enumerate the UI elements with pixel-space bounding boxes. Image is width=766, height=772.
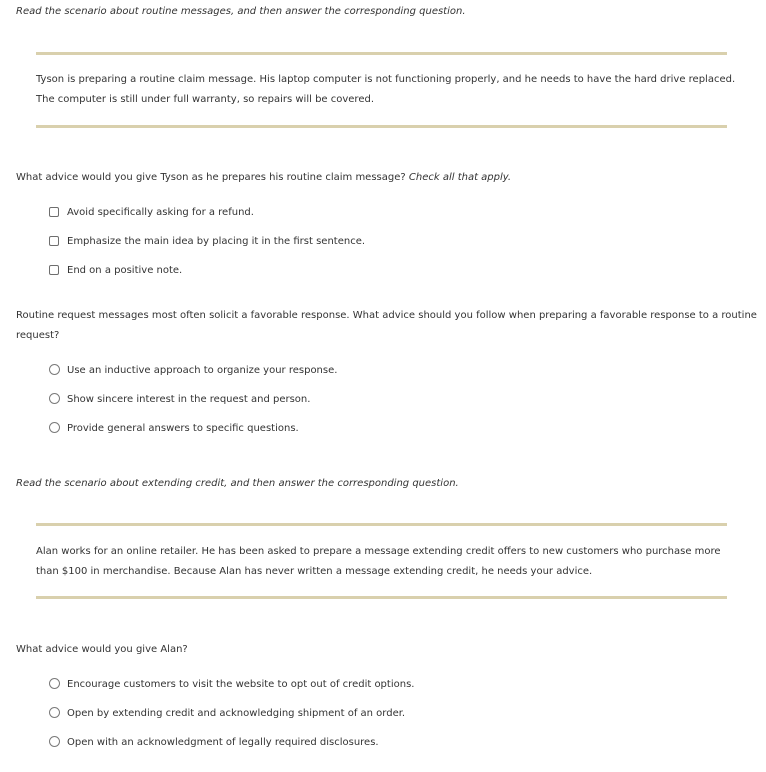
question1-instruction: Check all that apply. [408, 172, 512, 183]
scenario1-top-divider [36, 52, 727, 55]
question1-option3-checkbox[interactable] [49, 265, 59, 275]
question1-prompt-line [16, 172, 511, 183]
scenario2-top-divider [36, 523, 727, 526]
question3-option2-label: Open by extending credit and acknowledging shipment of an order. [67, 708, 406, 719]
question2-option1-radio[interactable] [49, 364, 60, 375]
scenario2-text: Alan works for an online retailer. He has been asked to prepare a message extending credit offers to new customers who purchase more than $100 in merchandise. Because Alan has never written a message extending credit, he needs your advice. [36, 546, 721, 577]
section1-intro: Read the scenario about routine messages, and then answer the corresponding question. [16, 6, 466, 17]
question3-option1-label: Encourage customers to visit the website to opt out of credit options. [67, 679, 415, 690]
question2-option3-label: Provide general answers to specific questions. [67, 423, 299, 434]
question3-option3-radio[interactable] [49, 736, 60, 747]
question2-prompt: Routine request messages most often solicit a favorable response. What advice should you follow when preparing a favorable response to a routine request? [16, 310, 757, 341]
scenario1-text: Tyson is preparing a routine claim message. His laptop computer is not functioning properly, and he needs to have the hard drive replaced. The computer is still under full warranty, so repairs will be covered. [36, 74, 736, 105]
question1-option2-label: Emphasize the main idea by placing it in the first sentence. [67, 236, 366, 247]
scenario2-bottom-divider [36, 596, 727, 599]
question1-option3-label: End on a positive note. [67, 265, 183, 276]
question3-prompt: What advice would you give Alan? [16, 644, 188, 655]
question1-option2-checkbox[interactable] [49, 236, 59, 246]
question2-option2-radio[interactable] [49, 393, 60, 404]
question3-option2-radio[interactable] [49, 707, 60, 718]
question1-option1-checkbox[interactable] [49, 207, 59, 217]
question2-option3-radio[interactable] [49, 422, 60, 433]
question3-option1-radio[interactable] [49, 678, 60, 689]
scenario1-bottom-divider [36, 125, 727, 128]
question2-option2-label: Show sincere interest in the request and person. [67, 394, 311, 405]
section2-intro: Read the scenario about extending credit, and then answer the corresponding question. [16, 478, 459, 489]
question1-prompt: What advice would you give Tyson as he prepares his routine claim message? [16, 172, 406, 183]
question2-option1-label: Use an inductive approach to organize your response. [67, 365, 338, 376]
question3-option3-label: Open with an acknowledgment of legally required disclosures. [67, 737, 379, 748]
question1-option1-label: Avoid specifically asking for a refund. [67, 207, 254, 218]
